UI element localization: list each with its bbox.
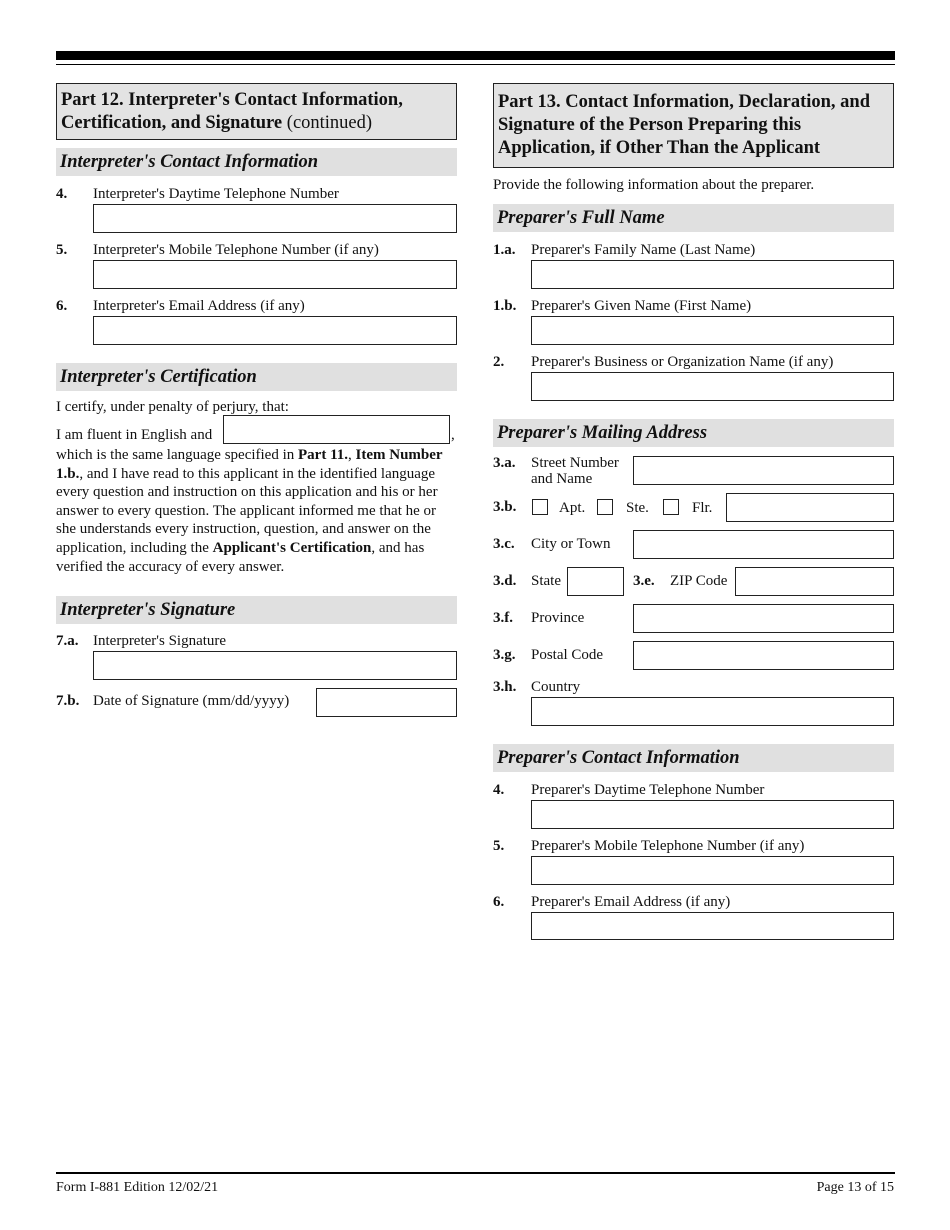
preparer-business-name-label: Preparer's Business or Organization Name (if any) [531, 354, 834, 370]
postal-code-label: Postal Code [531, 647, 604, 663]
flr-label: Flr. [692, 500, 713, 516]
preparer-given-name-input[interactable] [531, 316, 894, 345]
item-number: 3.g. [493, 647, 516, 663]
flr-checkbox[interactable] [663, 499, 679, 515]
country-input[interactable] [531, 697, 894, 726]
language-input[interactable] [223, 415, 450, 444]
apt-checkbox[interactable] [532, 499, 548, 515]
item-number: 4. [56, 186, 68, 202]
state-label: State [531, 573, 561, 589]
province-label: Province [531, 610, 585, 626]
top-rule-thick [56, 51, 895, 60]
item-number: 1.a. [493, 242, 516, 258]
item-number: 6. [56, 298, 68, 314]
street-label-line2: and Name [531, 471, 593, 487]
ste-label: Ste. [626, 500, 649, 516]
part13-header: Part 13. Contact Information, Declaration, and Signature of the Person Preparing this Application, if Other Than the Applicant [493, 83, 894, 168]
zip-label: ZIP Code [670, 573, 728, 589]
item-number: 3.c. [493, 536, 515, 552]
preparer-business-name-input[interactable] [531, 372, 894, 401]
street-label [531, 455, 619, 487]
street-label-line1: Street Number [531, 455, 619, 471]
footer-page-number: Page 13 of 15 [816, 1180, 894, 1195]
unit-number-input[interactable] [726, 493, 894, 522]
preparer-given-name-label: Preparer's Given Name (First Name) [531, 298, 752, 314]
cert-part-ref: Part 11. [298, 447, 349, 463]
interpreter-signature-label: Interpreter's Signature [93, 633, 227, 649]
signature-date-label: Date of Signature (mm/dd/yyyy) [93, 693, 290, 709]
preparer-mobile-phone-label: Preparer's Mobile Telephone Number (if any) [531, 838, 805, 854]
item-number: 3.b. [493, 499, 517, 515]
interpreter-daytime-phone-label: Interpreter's Daytime Telephone Number [93, 186, 339, 202]
preparer-email-label: Preparer's Email Address (if any) [531, 894, 731, 910]
apt-label: Apt. [559, 500, 586, 516]
preparer-mobile-phone-input[interactable] [531, 856, 894, 885]
preparer-family-name-label: Preparer's Family Name (Last Name) [531, 242, 756, 258]
item-number: 1.b. [493, 298, 517, 314]
interpreter-email-label: Interpreter's Email Address (if any) [93, 298, 305, 314]
section-interpreter-contact: Interpreter's Contact Information [56, 148, 457, 176]
ste-checkbox[interactable] [597, 499, 613, 515]
section-preparer-full-name: Preparer's Full Name [493, 204, 894, 232]
item-number: 3.e. [633, 573, 655, 589]
item-number: 3.f. [493, 610, 513, 626]
part12-title-suffix: (continued) [286, 113, 373, 133]
certification-paragraph [56, 446, 458, 576]
footer-rule [56, 1172, 895, 1174]
item-number: 3.h. [493, 679, 517, 695]
item-number: 2. [493, 354, 505, 370]
preparer-family-name-input[interactable] [531, 260, 894, 289]
item-number: 3.a. [493, 455, 516, 471]
city-label: City or Town [531, 536, 611, 552]
item-number: 7.b. [56, 693, 80, 709]
preparer-daytime-phone-input[interactable] [531, 800, 894, 829]
item-number: 6. [493, 894, 505, 910]
top-rule-thin [56, 64, 895, 65]
interpreter-daytime-phone-input[interactable] [93, 204, 457, 233]
state-select[interactable] [567, 567, 624, 596]
preparer-email-input[interactable] [531, 912, 894, 940]
cert-text: , and I have read to this applicant in the identified language every question and instruction on this application and his or her answer to every question. The applicant informed me that he or she understands every instruction, question, and answer on the application, including the [56, 465, 438, 556]
cert-item-ref: Item Number 1.b. [56, 447, 443, 482]
cert-applicant-cert-ref: Applicant's Certification [212, 539, 372, 556]
footer-form-edition: Form I-881 Edition 12/02/21 [56, 1180, 219, 1195]
cert-text: , [348, 447, 356, 463]
section-interpreter-certification: Interpreter's Certification [56, 363, 457, 391]
item-number: 5. [56, 242, 68, 258]
part12-header [56, 83, 457, 140]
certify-statement: I certify, under penalty of perjury, that: [56, 399, 289, 415]
preparer-daytime-phone-label: Preparer's Daytime Telephone Number [531, 782, 765, 798]
cert-text: which is the same language specified in [56, 447, 299, 463]
province-input[interactable] [633, 604, 894, 633]
interpreter-mobile-phone-input[interactable] [93, 260, 457, 289]
city-input[interactable] [633, 530, 894, 559]
section-interpreter-signature: Interpreter's Signature [56, 596, 457, 624]
fluent-comma: , [451, 427, 455, 443]
section-preparer-contact: Preparer's Contact Information [493, 744, 894, 772]
item-number: 3.d. [493, 573, 517, 589]
interpreter-signature-input[interactable] [93, 651, 457, 680]
interpreter-mobile-phone-label: Interpreter's Mobile Telephone Number (if any) [93, 242, 379, 258]
section-preparer-mailing-address: Preparer's Mailing Address [493, 419, 894, 447]
interpreter-email-input[interactable] [93, 316, 457, 345]
fluent-prefix: I am fluent in English and [56, 427, 213, 443]
item-number: 5. [493, 838, 505, 854]
country-label: Country [531, 679, 581, 695]
item-number: 4. [493, 782, 505, 798]
zip-input[interactable] [735, 567, 894, 596]
cert-text: , and has verified the accuracy of every answer. [56, 539, 425, 575]
preparer-intro: Provide the following information about the preparer. [493, 177, 815, 193]
street-input[interactable] [633, 456, 894, 485]
postal-code-input[interactable] [633, 641, 894, 670]
item-number: 7.a. [56, 633, 79, 649]
part12-title: Part 12. Interpreter's Contact Information, Certification, and Signature [61, 90, 403, 133]
signature-date-input[interactable] [316, 688, 457, 717]
